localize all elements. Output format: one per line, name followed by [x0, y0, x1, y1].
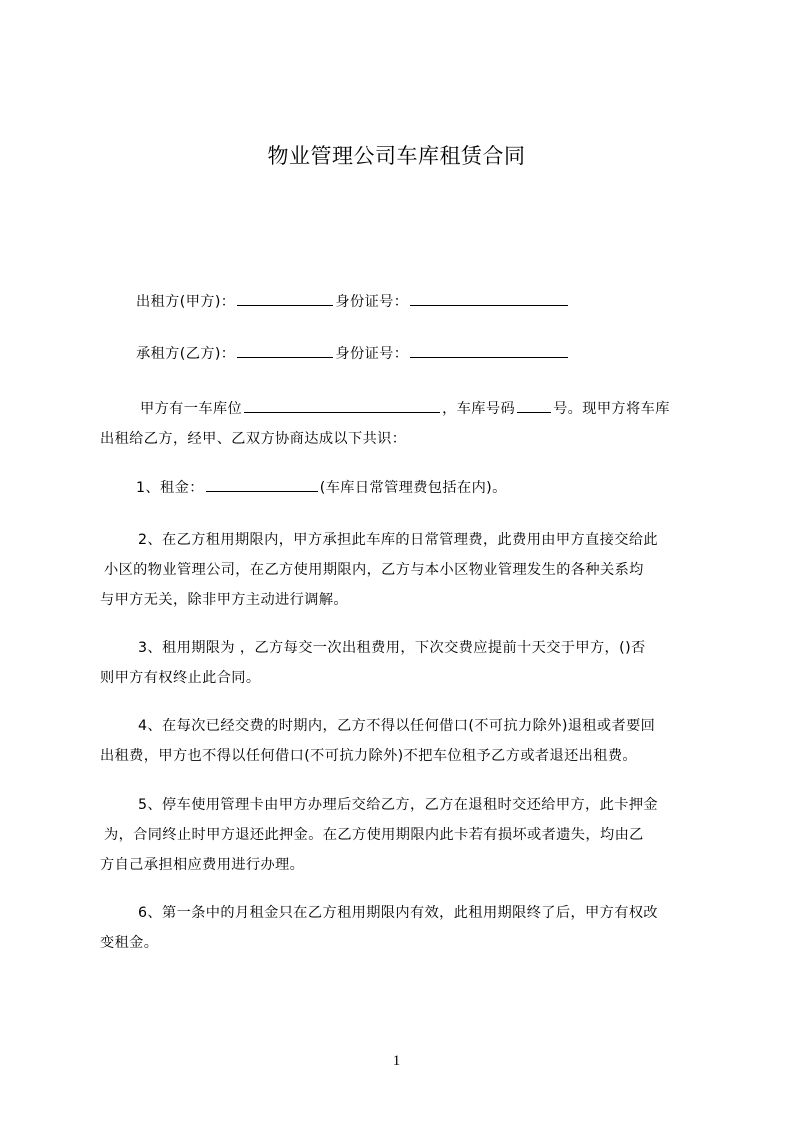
clause-4-line-1: 4、在每次已经交费的时期内，乙方不得以任何借口(不可抗力除外)退租或者要回 [138, 718, 656, 734]
garage-location-blank [244, 397, 440, 413]
rent-amount-blank [206, 476, 318, 492]
intro-paragraph [100, 394, 712, 454]
clause-1-suffix: (车库日常管理费包括在内)。 [319, 480, 507, 496]
intro-line-2: 出租给乙方，经甲、乙双方协商达成以下共识： [100, 431, 407, 447]
clause-5-line-3: 方自己承担相应费用进行办理。 [100, 857, 305, 873]
party-a-id-blank [410, 290, 568, 306]
clause-6-line-1: 6、第一条中的月租金只在乙方租用期限内有效，此租用期限终了后，甲方有权改 [138, 905, 658, 921]
clause-5 [100, 790, 712, 880]
intro-text-1: 甲方有一车库位 [140, 401, 243, 417]
party-a-label: 出租方(甲方)： [136, 294, 236, 310]
clause-6 [100, 898, 712, 958]
clause-2-line-2: 小区的物业管理公司，在乙方使用期限内，乙方与本小区物业管理发生的各种关系均 [104, 562, 644, 578]
party-b-id-label: 身份证号： [335, 346, 409, 362]
party-a-name-blank [237, 290, 333, 306]
party-b-line [100, 339, 712, 369]
clause-3 [100, 633, 712, 693]
clause-4-line-2: 出租费，甲方也不得以任何借口(不可抗力除外)不把车位租予乙方或者退还出租费。 [100, 748, 638, 764]
clause-5-line-2: 为，合同终止时甲方退还此押金。在乙方使用期限内此卡若有损坏或者遗失，均由乙 [104, 827, 644, 843]
clause-3-line-2: 则甲方有权终止此合同。 [100, 670, 261, 686]
clause-6-line-2: 变租金。 [100, 935, 159, 951]
clause-1 [100, 473, 712, 503]
party-a-line [100, 287, 712, 317]
party-a-id-label: 身份证号： [335, 294, 409, 310]
clause-2 [100, 525, 712, 615]
intro-text-3: 号。现甲方将车库 [553, 401, 670, 417]
party-b-name-blank [237, 342, 333, 358]
clause-3-line-1: 3、租用期限为 ，乙方每交一次出租费用，下次交费应提前十天交于甲方，()否 [138, 640, 646, 656]
party-b-id-blank [410, 342, 568, 358]
clause-2-line-1: 2、在乙方租用期限内，甲方承担此车库的日常管理费，此费用由甲方直接交给此 [138, 532, 658, 548]
clause-5-line-1: 5、停车使用管理卡由甲方办理后交给乙方，乙方在退租时交还给甲方，此卡押金 [138, 797, 658, 813]
party-b-label: 承租方(乙方)： [136, 346, 236, 362]
clause-2-line-3: 与甲方无关，除非甲方主动进行调解。 [100, 592, 348, 608]
garage-number-blank [517, 397, 551, 413]
clause-1-prefix: 1、租金： [136, 480, 204, 496]
document-title: 物业管理公司车库租赁合同 [267, 144, 526, 168]
page-number: 1 [392, 1053, 401, 1069]
clause-4 [100, 711, 712, 771]
intro-text-2: ，车库号码 [442, 401, 516, 417]
